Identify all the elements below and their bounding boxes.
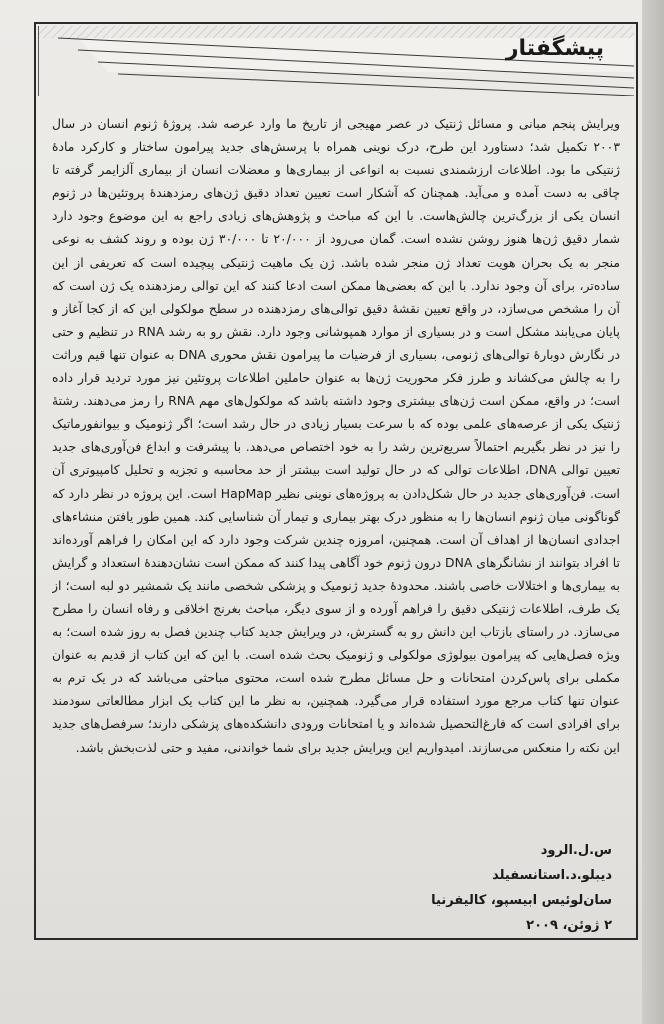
- signature-author-2: دیبلو.د.استانسفیلد: [492, 868, 612, 883]
- page-edge: [642, 0, 664, 1024]
- signature-place: سان‌لوئیس ابیسپو، کالیفرنیا: [431, 893, 612, 908]
- signature-block: [292, 838, 612, 938]
- signature-author-1: س.ل.الرود: [540, 843, 612, 858]
- heading-band: [38, 26, 634, 96]
- preface-body: ویرایش پنجم مبانی و مسائل ژنتیک در عصر مهیجی از تاریخ ما وارد عرصه شد. پروژهٔ ژنوم انسان در سال ۲۰۰۳ تکمیل شد؛ دستاورد این طرح، درک نوینی همراه با پرسش‌های جدید پیرامون ساختار و کارکرد مادهٔ ژنتیکی ما بود. اطلاعات ارزشمندی نسبت به انواعی از بیماری‌ها و معضلات انسان از بیماری آلزایمر گرفته تا چاقی به دست آمده و می‌آید. همچنان که آشکار است تعیین تعداد دقیق ژن‌های رمزدهندهٔ پروتئین‌ها در ژنوم انسان یکی از بزرگ‌ترین چالش‌هاست. با این که مباحث و پژوهش‌های زیادی راجع به این موضوع وجود دارد شمار دقیق ژن‌ها هنوز روشن نشده است. گمان می‌رود از ۲۰/۰۰۰ تا ۳۰/۰۰۰ ژن بوده و روند کشف به نوعی منجر به یک بحران هویت تعداد ژن منجر شده باشد. ژن یک ماهیت ژنتیکی پیچیده است که تعریفی از این ساده‌تر، برای آن وجود ندارد. با این که بعضی‌ها ممکن است ادعا کنند که این توالی رمزدهنده یک ژن است که آن را مشخص می‌سازد، در واقع تعیین نقشهٔ دقیق توالی‌های رمزدهنده در سطح مولکولی این که از کجا آغاز و پایان می‌یابند مشکل است و در بسیاری از موارد همپوشانی وجود دارد. نقش رو به رشد RNA در تنظیم و حتی در نگارش دوبارهٔ توالی‌های ژنومی، بسیاری از فرضیات ما پیرامون نقش محوری DNA به عنوان تنها قیم وراثت را به چالش می‌کشاند و طرز فکر محوریت ژن‌ها به عنوان حاملین اطلاعات پروتئین نیز مورد تردید قرار داده است؛ در واقع، ممکن است ژن‌های بیشتری وجود داشته باشد که مولکول‌های مهم RNA را رمز می‌دهند. رشتهٔ ژنتیک یکی از عرصه‌های علمی بوده که با سرعت بسیار زیادی در حال رشد است؛ اگر ژنومیک و بیوانفورماتیک را نیز در نظر بگیریم احتمالاً سریع‌ترین رشد را به خود اختصاص می‌دهد. با پیشرفت و ابداع فن‌آوری‌های جدید تعیین توالی DNA، اطلاعات توالی که در حال تولید است بیشتر از حد محاسبه و تجزیه و تحلیل کامپیوتری آن است. فن‌آوری‌های جدید در حال شکل‌دادن به پروژه‌های نوینی نظیر HapMap است. این پروژه در نظر دارد که گوناگونی میان ژنوم انسان‌ها را به منظور درک بهتر بیماری و تیمار آن شناسایی کند. همین طور یافتن منشاءهای اجدادی انسان‌ها از اهداف آن است. همچنین، امروزه چندین شرکت وجود دارد که این امکان را فراهم آورده‌اند تا افراد بتوانند از نشانگرهای DNA درون ژنوم خود آگاهی پیدا کنند که ممکن است نشان‌دهندهٔ استعداد و گرایش به بیماری‌ها و اختلالات خاصی باشند. محدودهٔ جدید ژنومیک و پزشکی شخصی مانند یک شمشیر دو لبه است؛ از یک طرف، اطلاعات ژنتیکی دقیق را فراهم آورده و از سوی دیگر، مباحث بغرنج اخلاقی و رفاه انسان را مطرح می‌سازد. در راستای بازتاب این دانش رو به گسترش، در ویرایش جدید کتاب چندین فصل به روز شده است؛ به ویژه فصل‌هایی که پیرامون بیولوژی مولکولی و ژنومیک بحث شده است. با این که این کتاب از قدیم به عنوان مکملی برای پاس‌کردن امتحانات و حل مسائل مطرح شده است، محتوی مباحثی می‌باشد که در یک ترم به عنوان تنها کتاب مرجع مورد استفاده قرار می‌گیرد. همچنین، به نظر ما این کتاب یک ابزار مطالعاتی سودمند برای افرادی است که فارغ‌التحصیل شده‌اند و یا امتحانات ورودی دانشکده‌های پزشکی دارند؛ سرفصل‌های جدید این نکته را منعکس می‌سازند. امیدواریم این ویرایش جدید برای شما خواندنی، مفید و حتی لذت‌بخش باشد.: [52, 116, 620, 755]
- page-title: پیشگفتار: [505, 36, 604, 61]
- signature-date: ۲ ژوئن، ۲۰۰۹: [526, 918, 612, 933]
